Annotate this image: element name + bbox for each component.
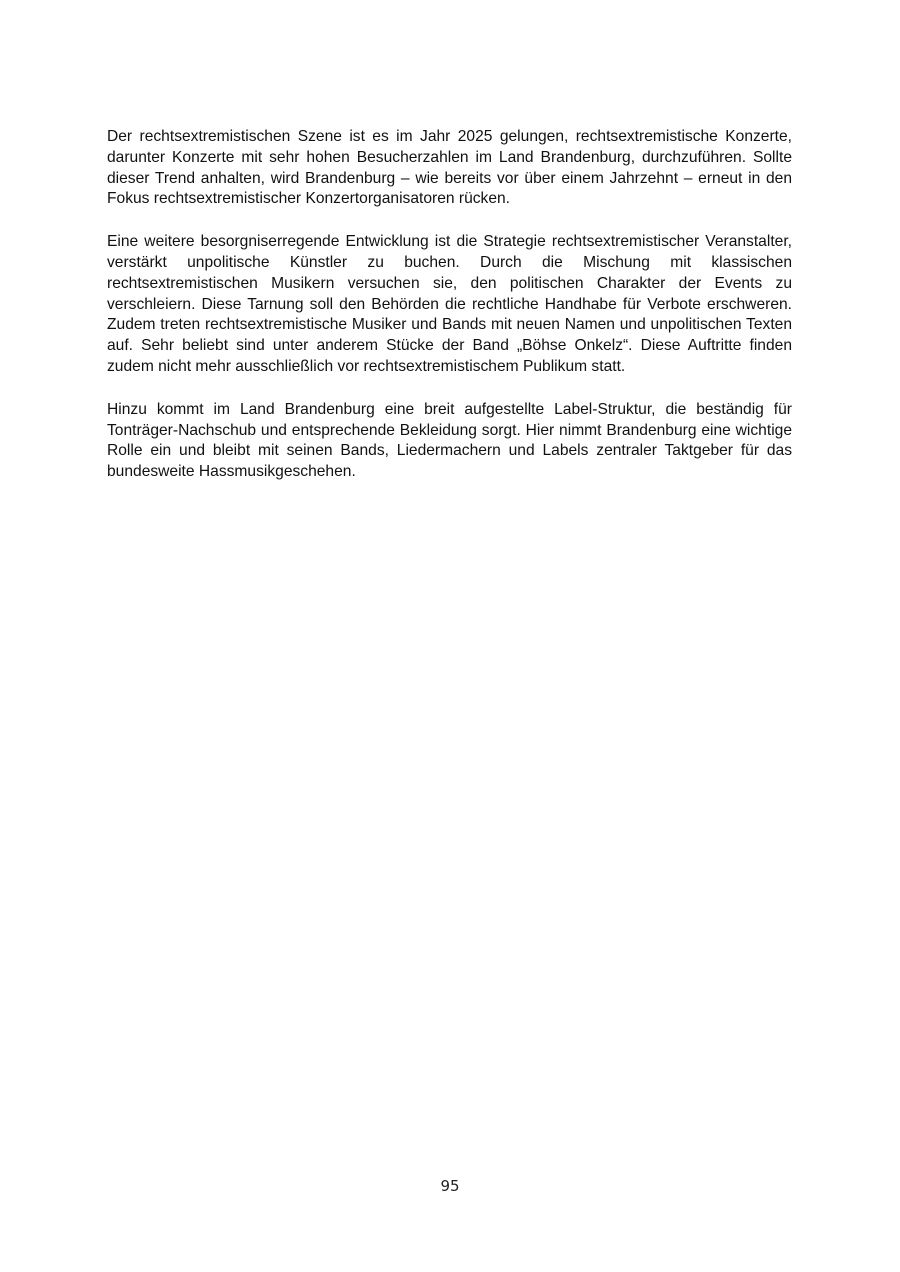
paragraph-strategy: Eine weitere besorgniserregende Entwicklung ist die Strategie rechtsextremistischer Veranstalter, verstärkt unpolitische Künstler zu buchen. Durch die Mischung mit klassischen rechtsextremistischen Musikern versuchen sie, den politischen Charakter der Events zu verschleiern. Diese Tarnung soll den Behörden die rechtliche Handhabe für Verbote erschweren. Zudem treten rechtsextremistische Musiker und Bands mit neuen Namen und unpolitischen Texten auf. Sehr beliebt sind unter anderem Stücke der Band „Böhse Onkelz“. Diese Auftritte finden zudem nicht mehr ausschließlich vor rechtsextremistischem Publikum statt. bbox=[107, 233, 792, 375]
page-number: 95 bbox=[440, 1177, 460, 1195]
paragraph-concerts: Der rechtsextremistischen Szene ist es im Jahr 2025 gelungen, rechtsextremistische Konzerte, darunter Konzerte mit sehr hohen Besucherzahlen im Land Brandenburg, durchzuführen. Sollte dieser Trend anhalten, wird Brandenburg – wie bereits vor über einem Jahrzehnt – erneut in den Fokus rechtsextremistischer Konzertorganisatoren rücken. bbox=[107, 128, 792, 208]
paragraph-labels: Hinzu kommt im Land Brandenburg eine breit aufgestellte Label-Struktur, die beständig für Tonträger-Nachschub und entsprechende Bekleidung sorgt. Hier nimmt Brandenburg eine wichtige Rolle ein und bleibt mit seinen Bands, Liedermachern und Labels zentraler Taktgeber für das bundesweite Hassmusikgeschehen. bbox=[107, 400, 792, 481]
body-text bbox=[107, 127, 792, 505]
